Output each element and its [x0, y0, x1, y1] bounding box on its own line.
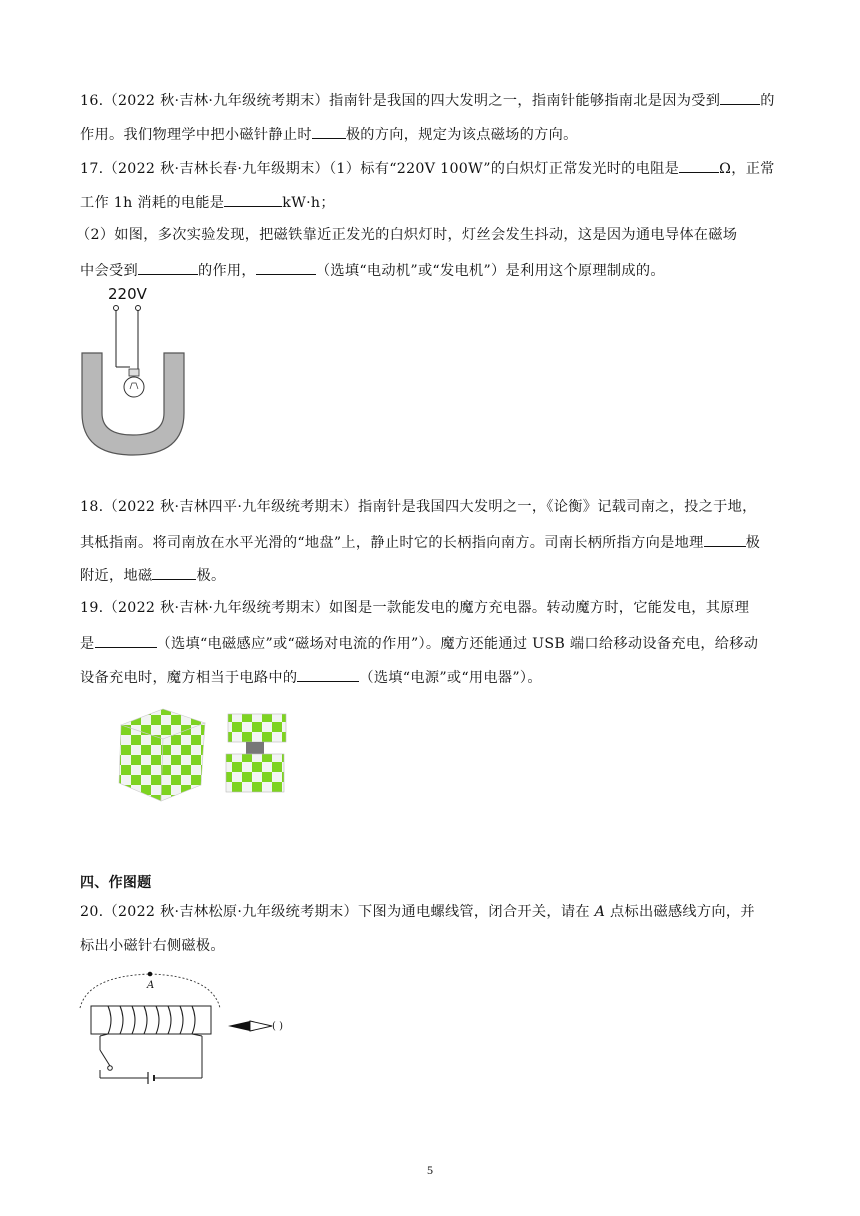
q19-blank-2[interactable] [297, 666, 359, 682]
magnet-bulb-figure [80, 283, 190, 458]
q20-text-1a: 20.（2022 秋·吉林松原·九年级统考期末）下图为通电螺线管，闭合开关，请在 [80, 904, 595, 920]
q20-line-2 [80, 936, 225, 956]
q16-line-2 [80, 123, 578, 145]
q20-text-2: 标出小磁针右侧磁极。 [80, 938, 225, 954]
q16-text-1a: 16.（2022 秋·吉林·九年级统考期末）指南针是我国的四大发明之一，指南针能够指南北是因为受到 [80, 93, 721, 109]
q18-text-3a: 附近，地磁 [80, 568, 153, 584]
q17-text-4b: 的作用， [197, 263, 256, 279]
q18-text-2: 其柢指南。将司南放在水平光滑的“地盘”上，静止时它的长柄指向南方。司南长柄所指方向是地理 [80, 535, 704, 551]
bulb-icon [124, 377, 144, 397]
q19-text-2b: （选填“电磁感应”或“磁场对电流的作用”）。魔方还能通过 USB 端口给移动设备充电，给移动 [156, 636, 759, 652]
voltage-label: 220V [108, 285, 147, 303]
q18-text-2b: 极 [745, 535, 761, 551]
page-number: 5 [427, 1163, 433, 1177]
q17-text-2b: kW·h； [282, 195, 335, 211]
q19-line-1 [80, 598, 749, 618]
q16-text-2a: 作用。我们物理学中把小磁针静止时 [80, 127, 312, 143]
point-a [148, 972, 153, 977]
q16-text-2b: 极的方向，规定为该点磁场的方向。 [345, 127, 578, 143]
cube-charger-image-1 [101, 705, 209, 805]
q17-line-2 [80, 191, 335, 213]
q17-text-1a: 17.（2022 秋·吉林长春·九年级期末）（1）标有“220V 100W”的白炽灯正常发光时的电阻是 [80, 161, 680, 177]
q19-line-2 [80, 632, 758, 654]
q18-line-2 [80, 531, 760, 553]
q20-line-1 [80, 902, 755, 922]
q17-blank-3[interactable] [138, 259, 198, 275]
switch-icon [108, 1066, 113, 1071]
q19-blank-1[interactable] [95, 632, 157, 648]
u-magnet [82, 353, 184, 455]
q17-blank-2[interactable] [224, 191, 282, 207]
needle-black-half [228, 1021, 250, 1031]
q17-blank-1[interactable] [679, 157, 719, 173]
q18-text-3b: 极。 [196, 568, 226, 584]
solenoid-circuit-figure [78, 970, 318, 1080]
q17-text-4a: 中会受到 [80, 263, 138, 279]
q17-text-1b: Ω，正常 [719, 161, 775, 177]
terminal-left [114, 306, 119, 311]
q16-blank-1[interactable] [720, 89, 760, 105]
point-a-label: A [147, 980, 155, 991]
q18-text-1: 18.（2022 秋·吉林四平·九年级统考期末）指南针是我国四大发明之一，《论衡》记载司南之，投之于地， [80, 499, 757, 515]
q17-text-4c: （选填“电动机”或“发电机”）是利用这个原理制成的。 [315, 263, 665, 279]
q19-text-1: 19.（2022 秋·吉林·九年级统考期末）如图是一款能发电的魔方充电器。转动魔方时，它能发电，其原理 [80, 600, 750, 616]
needle-white-half [250, 1021, 272, 1031]
q16-line-1 [80, 89, 775, 111]
q18-line-1 [80, 497, 757, 517]
q18-blank-1[interactable] [704, 531, 746, 547]
q19-text-3a: 设备充电时，魔方相当于电路中的 [80, 670, 298, 686]
q17-line-4 [80, 259, 665, 281]
q17-line-1 [80, 157, 775, 179]
q16-blank-2[interactable] [312, 123, 346, 139]
q17-text-3: （2）如图，多次实验发现，把磁铁靠近正发光的白炽灯时，灯丝会发生抖动，这是因为通电导体在磁场 [76, 227, 738, 243]
q16-text-1b: 的 [760, 93, 775, 109]
q18-blank-2[interactable] [152, 564, 196, 580]
q17-text-2a: 工作 1h 消耗的电能是 [80, 195, 225, 211]
q18-line-3 [80, 564, 225, 586]
q17-blank-4[interactable] [256, 259, 316, 275]
q19-text-3b: （选填“电源”或“用电器”）。 [359, 670, 542, 686]
q19-line-3 [80, 666, 542, 688]
section-heading: 四、作图题 [80, 875, 152, 891]
q19-text-2a: 是 [80, 636, 95, 652]
q20-point-var: A [594, 904, 606, 920]
needle-pole-blank[interactable]: ( ) [272, 1021, 283, 1032]
cube-charger-image-2 [222, 712, 294, 796]
q17-line-3 [76, 225, 737, 245]
q20-text-1b: 点标出磁感线方向，并 [605, 904, 755, 920]
terminal-right [136, 306, 141, 311]
